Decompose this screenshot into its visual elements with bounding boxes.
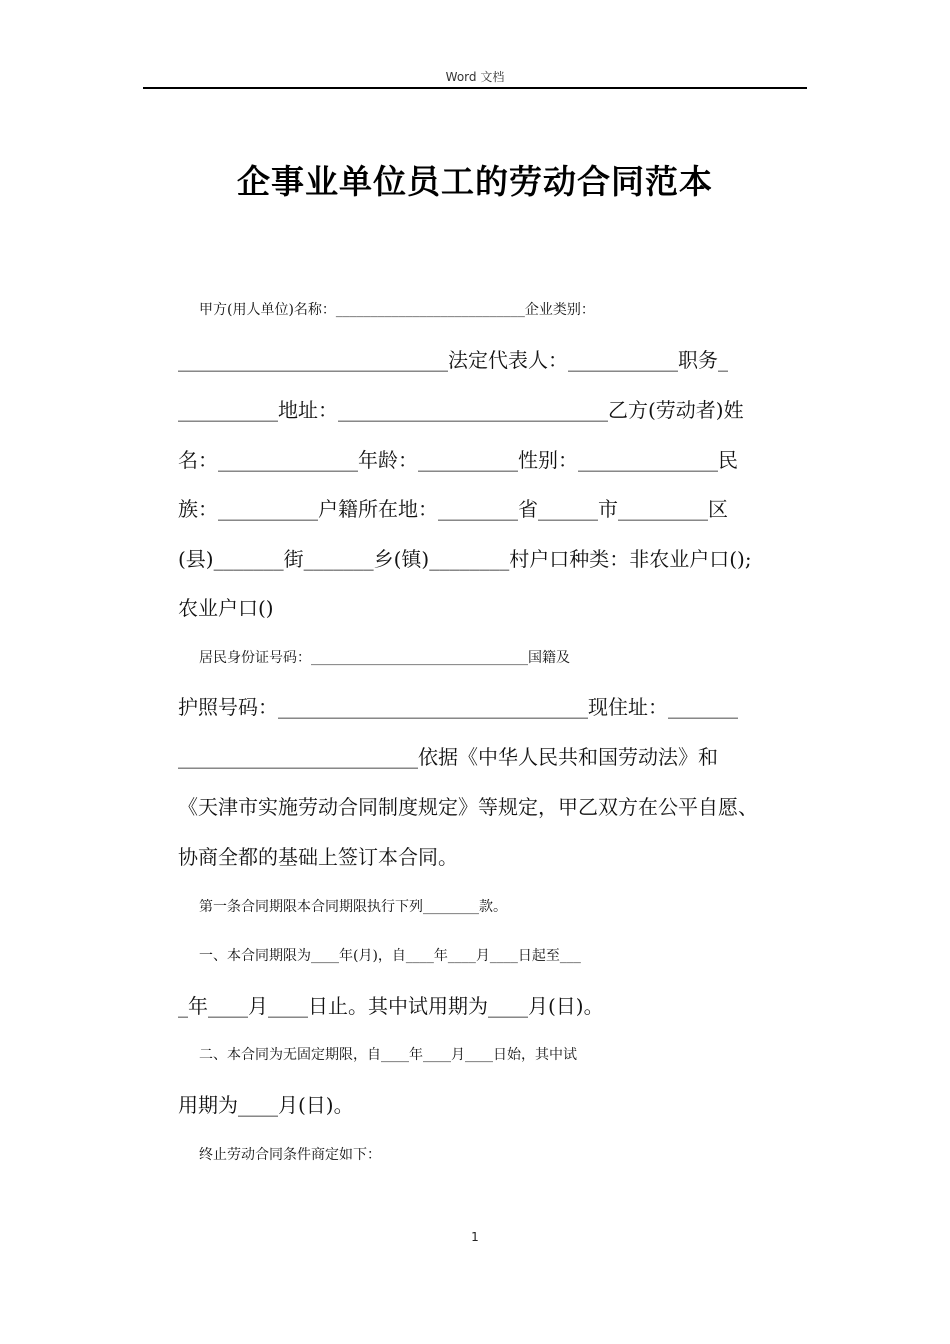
paragraph-line: 用期为____月(日)。 — [178, 1093, 354, 1117]
header-label: Word 文档 — [445, 70, 505, 84]
paragraph-line: (县)_______街_______乡(镇)________村户口种类：非农业户口(); — [178, 547, 752, 571]
paragraph-line: 名：______________年龄：__________性别：______________民 — [178, 448, 738, 472]
paragraph-line: _年____月____日止。其中试用期为____月(日)。 — [178, 994, 604, 1018]
paragraph-line: 一、本合同期限为____年(月)，自____年____月____日起至___ — [199, 948, 581, 964]
paragraph-line: 农业户口() — [178, 596, 274, 620]
paragraph-line: ________________________依据《中华人民共和国劳动法》和 — [178, 745, 718, 769]
paragraph-line: 居民身份证号码：_______________________________国籍及 — [199, 650, 570, 666]
paragraph-line: 第一条合同期限本合同期限执行下列________款。 — [199, 899, 507, 915]
paragraph-line: 协商全都的基础上签订本合同。 — [178, 845, 458, 869]
paragraph-line: 终止劳动合同条件商定如下： — [199, 1147, 381, 1163]
paragraph-line: 二、本合同为无固定期限，自____年____月____日始，其中试 — [199, 1047, 577, 1063]
paragraph-line: ___________________________法定代表人：___________职务_ — [178, 348, 728, 372]
paragraph-line: 护照号码：_______________________________现住址：_______ — [178, 695, 738, 719]
header-rule — [143, 87, 807, 89]
paragraph-line: __________地址：___________________________乙方(劳动者)姓 — [178, 398, 744, 422]
document-title: 企事业单位员工的劳动合同范本 — [237, 162, 713, 201]
paragraph-line: 《天津市实施劳动合同制度规定》等规定，甲乙双方在公平自愿、 — [178, 795, 758, 819]
page-number: 1 — [471, 1230, 479, 1244]
paragraph-line: 甲方(用人单位)名称：___________________________企业类别： — [199, 302, 595, 318]
paragraph-line: 族：__________户籍所在地：________省______市_________区 — [178, 497, 728, 521]
